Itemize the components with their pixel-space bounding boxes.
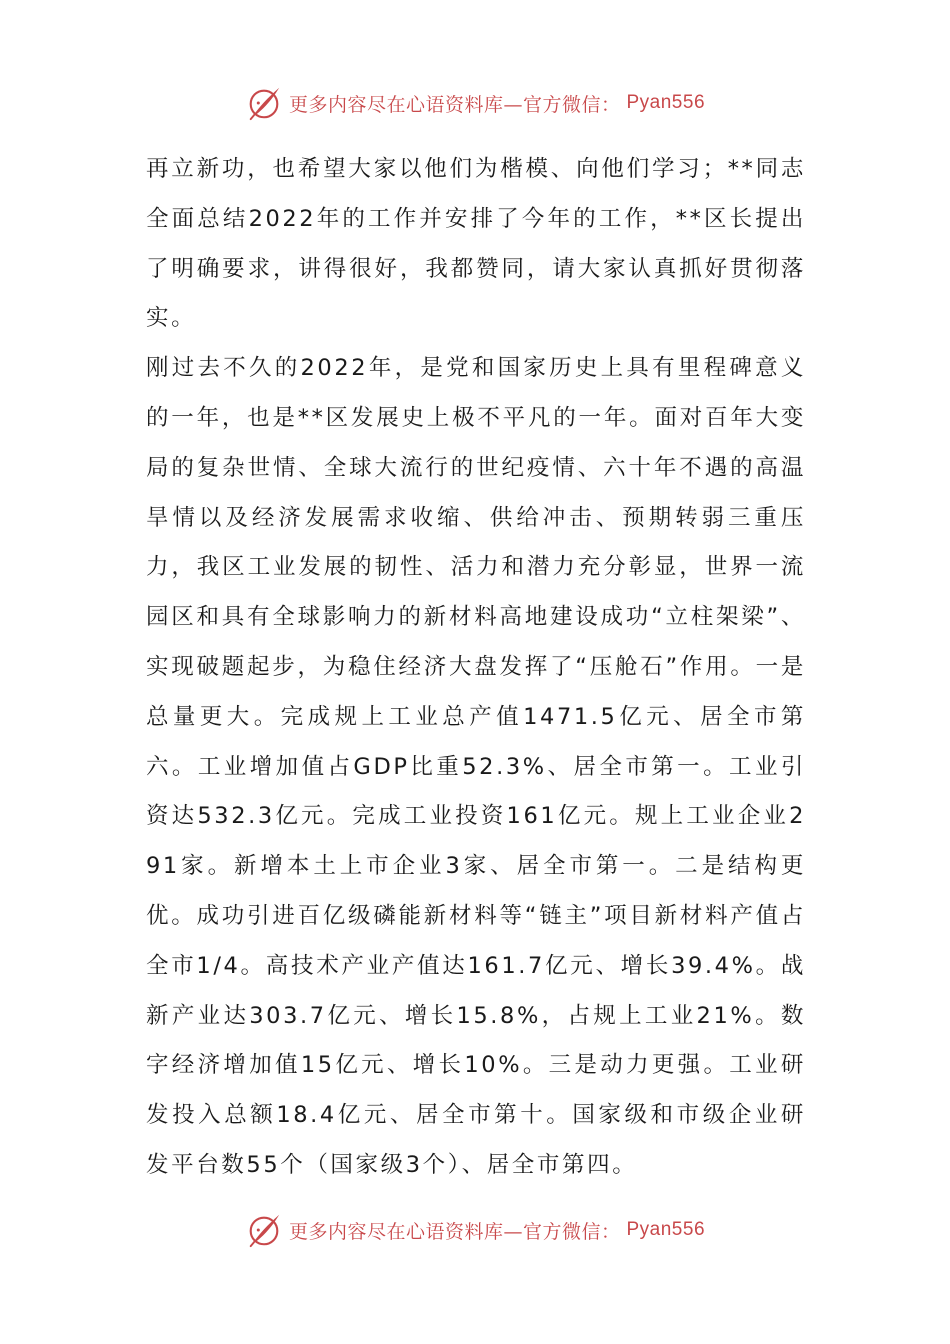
footer-watermark (0, 1210, 950, 1250)
watermark-wechat-id: Pyan556 (626, 92, 706, 113)
watermark-wechat-id: Pyan556 (626, 1219, 706, 1240)
quill-pen-circle-icon (245, 84, 283, 122)
paragraph: 再立新功，也希望大家以他们为楷模、向他们学习；**同志全面总结2022年的工作并安排了今年的工作，**区长提出了明确要求，讲得很好，我都赞同，请大家认真抓好贯彻落实。 (146, 156, 806, 332)
document-body (146, 145, 806, 1191)
quill-pen-circle-icon (245, 1211, 283, 1249)
header-watermark (0, 83, 950, 123)
paragraph: 刚过去不久的2022年，是党和国家历史上具有里程碑意义的一年，也是**区发展史上极不平凡的一年。面对百年大变局的复杂世情、全球大流行的世纪疫情、六十年不遇的高温旱情以及经济发展需求收缩、供给冲击、预期转弱三重压力，我区工业发展的韧性、活力和潜力充分彰显，世界一流园区和具有全球影响力的新材料高地建设成功“立柱架梁”、实现破题起步，为稳住经济大盘发挥了“压舱石”作用。一是总量更大。完成规上工业总产值1471.5亿元、居全市第六。工业增加值占GDP比重52.3%、居全市第一。工业引资达532.3亿元。完成工业投资161亿元。规上工业企业291家。新增本土上市企业3家、居全市第一。二是结构更优。成功引进百亿级磷能新材料等“链主”项目新材料产值占全市1/4。高技术产业产值达161.7亿元、增长39.4%。战新产业达303.7亿元、增长15.8%，占规上工业21%。数字经济增加值15亿元、增长10%。三是动力更强。工业研发投入总额18.4亿元、居全市第十。国家级和市级企业研发平台数55个（国家级3个）、居全市第四。 (146, 355, 806, 1178)
watermark-text: 更多内容尽在心语资料库—官方微信： (288, 1220, 621, 1243)
watermark-text: 更多内容尽在心语资料库—官方微信： (288, 93, 621, 116)
